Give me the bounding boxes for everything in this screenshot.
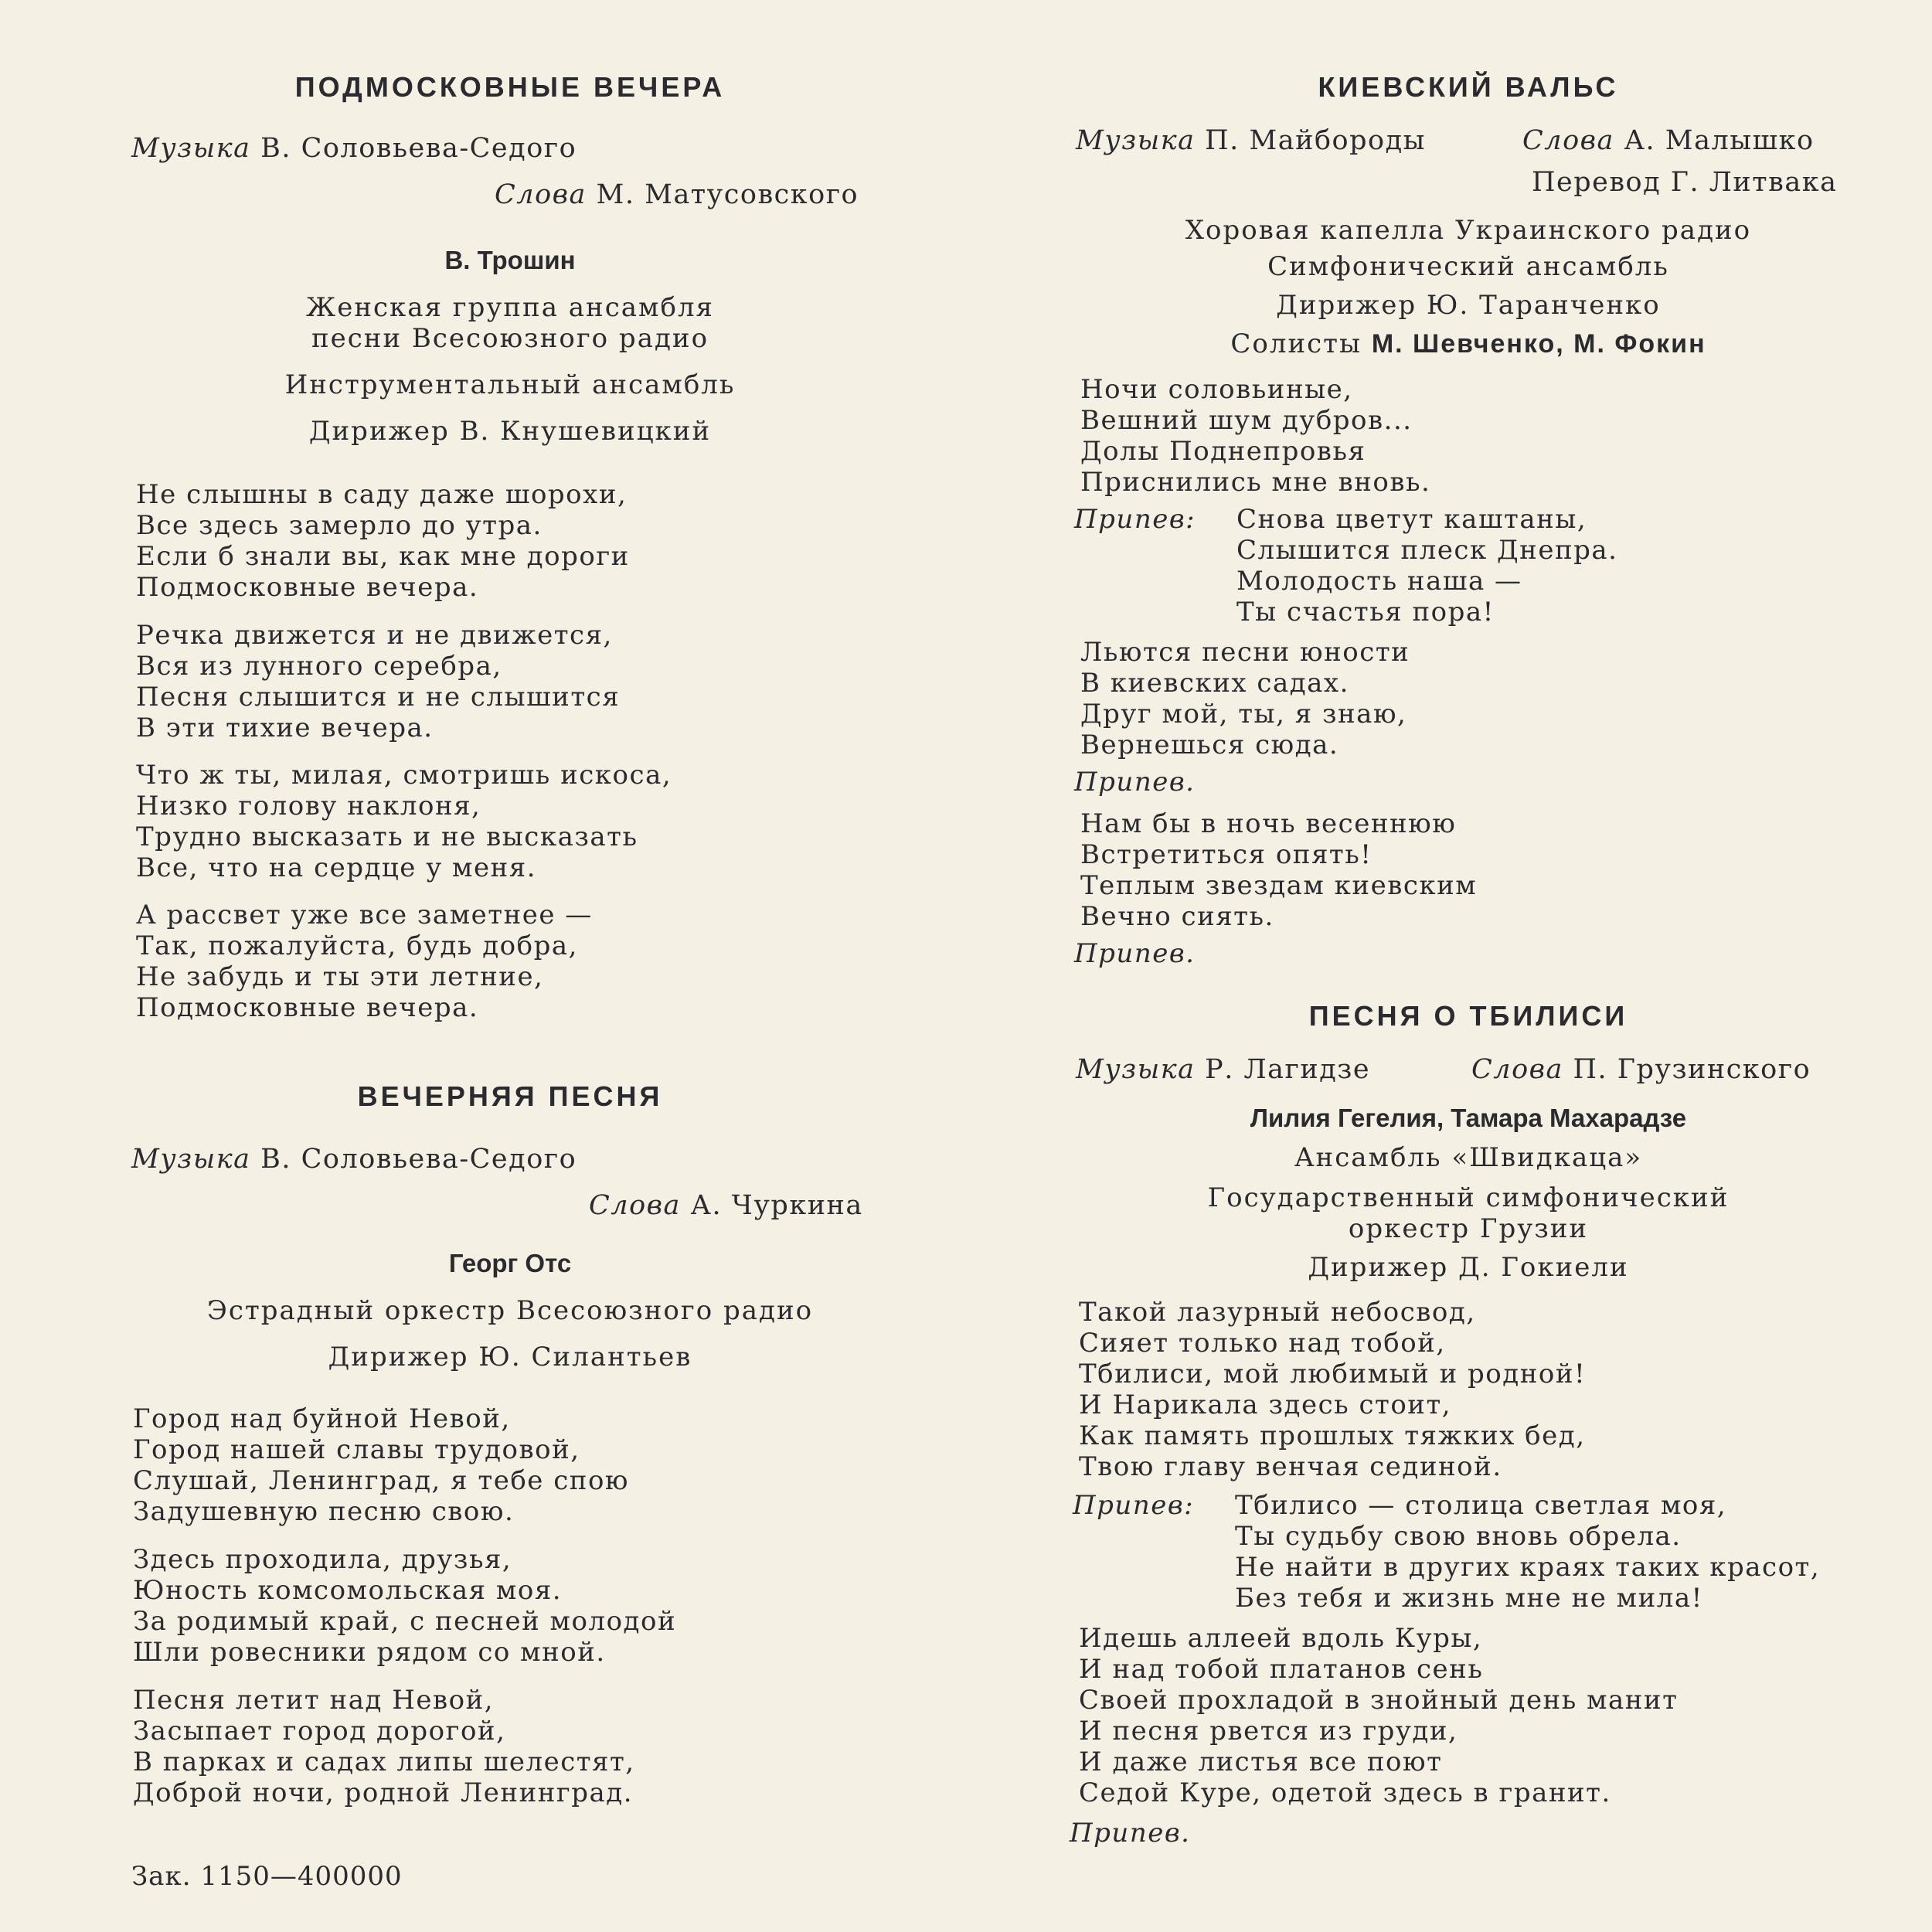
verse: Город над буйной Невой, Город нашей славы трудовой, Слушай, Ленинград, я тебе спою Задушевную песню свою. [133, 1403, 630, 1527]
verse: А рассвет уже все заметнее — Так, пожалуйста, будь добра, Не забудь и ты эти летние, Подмосковные вечера. [136, 900, 593, 1023]
composer: Р. Лагидзе [1205, 1054, 1371, 1085]
words-credit [1522, 125, 1815, 156]
conductor: Дирижер Ю. Таранченко [1276, 290, 1661, 321]
words-credit [1471, 1054, 1811, 1085]
music-label: Музыка [1076, 1054, 1196, 1085]
music-credit [1076, 1054, 1370, 1085]
music-label: Музыка [131, 133, 251, 164]
verse: Нам бы в ночь весеннюю Встретиться опять! Теплым звездам киевским Вечно сиять. [1080, 808, 1478, 932]
chorus-label: Припев: [1074, 504, 1196, 535]
performers: Лилия Гегелия, Тамара Махарадзе [1250, 1104, 1687, 1132]
order-number: Зак. 1150—400000 [131, 1861, 403, 1892]
verse: Ночи соловьиные, Вешний шум дубров... Долы Поднепровья Приснились мне вновь. [1080, 374, 1431, 498]
chorus: Снова цветут каштаны, Слышится плеск Днепра. Молодость наша — Ты счастья пора! [1236, 504, 1618, 628]
conductor: Дирижер В. Кнушевицкий [308, 416, 712, 447]
lyricist: М. Матусовского [596, 179, 859, 210]
ensemble: Ансамбль «Швидкаца» [1294, 1142, 1643, 1173]
lyricist: П. Грузинского [1573, 1054, 1811, 1085]
verse: Здесь проходила, друзья, Юность комсомольская моя. За родимый край, с песней молодой Шли ровесники рядом со мной. [133, 1544, 677, 1668]
chorus-reference: Припев. [1070, 1818, 1191, 1849]
performer: В. Трошин [444, 246, 576, 274]
song-title: КИЕВСКИЙ ВАЛЬС [1318, 71, 1619, 103]
symphonic-ensemble: Симфонический ансамбль [1267, 251, 1669, 282]
ensemble: Женская группа ансамбля песни Всесоюзного радио [306, 292, 714, 354]
conductor: Дирижер Ю. Силантьев [328, 1342, 692, 1372]
soloists-label: Солисты [1230, 328, 1362, 359]
chorus: Тбилисо — столица светлая моя, Ты судьбу свою вновь обрела. Не найти в других краях таких красот, Без тебя и жизнь мне не мила! [1235, 1490, 1821, 1614]
verse: Не слышны в саду даже шорохи, Все здесь замерло до утра. Если б знали вы, как мне дороги Подмосковные вечера. [136, 479, 630, 603]
words-credit [589, 1190, 863, 1221]
orchestra: Эстрадный оркестр Всесоюзного радио [206, 1295, 814, 1326]
words-label: Слова [495, 179, 587, 210]
lyricist: А. Малышко [1624, 125, 1815, 156]
verse: Такой лазурный небосвод, Сияет только над тобой, Тбилиси, мой любимый и родной! И Нарикала здесь стоит, Как память прошлых тяжких бед, Твою главу венчая сединой. [1079, 1297, 1587, 1482]
song-title: ВЕЧЕРНЯЯ ПЕСНЯ [357, 1080, 663, 1112]
verse: Речка движется и не движется, Вся из лунного серебра, Песня слышится и не слышится В эти тихие вечера. [136, 620, 621, 743]
words-label: Слова [1471, 1054, 1563, 1085]
composer: П. Майбороды [1205, 125, 1426, 156]
verse: Песня летит над Невой, Засыпает город дорогой, В парках и садах липы шелестят, Доброй ночи, родной Ленинград. [133, 1685, 635, 1808]
song-title: ПЕСНЯ О ТБИЛИСИ [1308, 1000, 1628, 1032]
lyricist: А. Чуркина [690, 1190, 863, 1221]
music-credit [131, 1144, 577, 1175]
words-credit [495, 179, 859, 210]
choir: Хоровая капелла Украинского радио [1185, 215, 1752, 246]
music-credit [131, 133, 577, 164]
performer: Георг Отс [448, 1249, 572, 1277]
instrumental-ensemble: Инструментальный ансамбль [284, 369, 736, 400]
song-title: ПОДМОСКОВНЫЕ ВЕЧЕРА [294, 71, 726, 103]
verse: Идешь аллеей вдоль Куры, И над тобой платанов сень Своей прохладой в знойный день манит И песня рвется из груди, И даже листья все поют Седой Куре, одетой здесь в гранит. [1079, 1623, 1679, 1808]
translation-credit: Перевод Г. Литвака [1532, 167, 1838, 198]
chorus-reference: Припев. [1074, 767, 1196, 798]
verse: Льются песни юности В киевских садах. Друг мой, ты, я знаю, Вернешься сюда. [1080, 637, 1410, 760]
words-label: Слова [589, 1190, 681, 1221]
soloists-names: М. Шевченко, М. Фокин [1371, 329, 1706, 359]
music-label: Музыка [1076, 125, 1196, 156]
composer: В. Соловьева-Седого [260, 1144, 577, 1175]
music-label: Музыка [131, 1144, 251, 1175]
composer: В. Соловьева-Седого [260, 133, 577, 164]
chorus-label: Припев: [1073, 1490, 1195, 1521]
chorus-reference: Припев. [1074, 938, 1196, 969]
verse: Что ж ты, милая, смотришь искоса, Низко голову наклоня, Трудно высказать и не высказать Все, что на сердце у меня. [136, 760, 672, 883]
soloists [1159, 328, 1777, 359]
conductor: Дирижер Д. Гокиели [1308, 1252, 1629, 1283]
orchestra: Государственный симфонический оркестр Грузии [1207, 1182, 1730, 1244]
words-label: Слова [1522, 125, 1614, 156]
music-credit [1076, 125, 1426, 156]
